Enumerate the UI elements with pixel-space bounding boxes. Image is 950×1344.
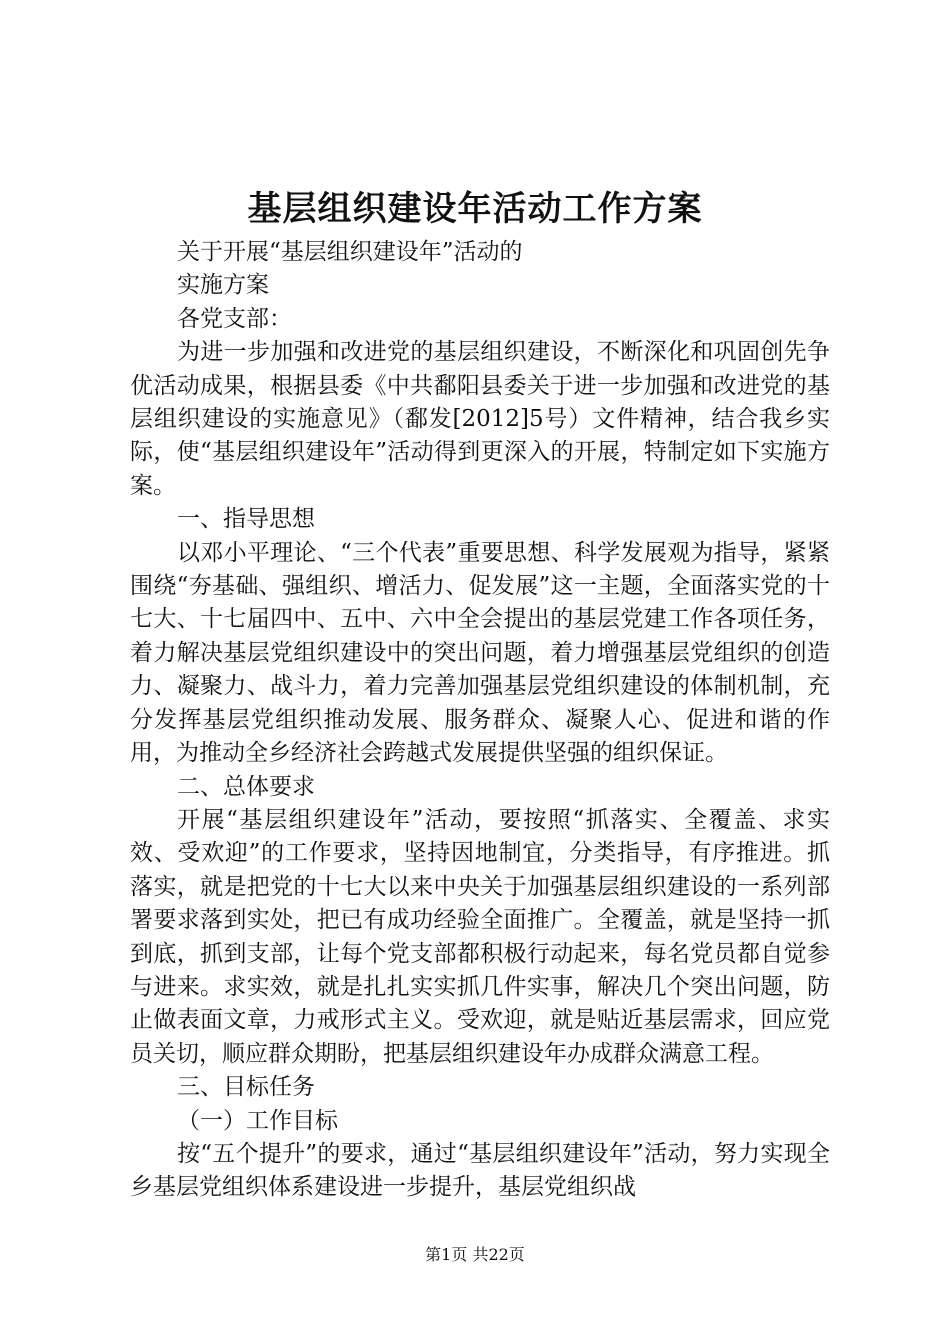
- salutation: 各党支部：: [177, 305, 292, 332]
- section-text-general-requirements: 开展“基层组织建设年”活动，要按照“抓落实、全覆盖、求实效、受欢迎”的工作要求，坚持因地制宜，分类指导，有序推进。抓落实，就是把党的十七大以来中央关于加强基层组织建设的一系列部署要求落到实处，把已有成功经验全面推广。全覆盖，就是坚持一抓到底，抓到支部，让每个党支部都积极行动起来，每名党员都自觉参与进来。求实效，就是扎扎实实抓几件实事，解决几个突出问题，防止做表面文章，力戒形式主义。受欢迎，就是贴近基层需求，回应党员关切，顺应群众期盼，把基层组织建设年办成群众满意工程。: [130, 806, 830, 1067]
- document-title: 基层组织建设年活动工作方案: [247, 189, 703, 229]
- section-heading-general-requirements: 二、总体要求: [177, 773, 315, 800]
- subtitle-line-1: 关于开展“基层组织建设年”活动的: [177, 239, 523, 265]
- section-heading-guiding-ideology: 一、指导思想: [177, 506, 315, 533]
- section-text-guiding-ideology: 以邓小平理论、“三个代表”重要思想、科学发展观为指导，紧紧围绕“夯基础、强组织、增活力、促发展”这一主题，全面落实党的十七大、十七届四中、五中、六中全会提出的基层党建工作各项任务，着力解决基层党组织建设中的突出问题，着力增强基层党组织的创造力、凝聚力、战斗力，着力完善加强基层党组织建设的体制机制，充分发挥基层党组织推动发展、服务群众、凝聚人心、促进和谐的作用，为推动全乡经济社会跨越式发展提供坚强的组织保证。: [130, 539, 830, 767]
- document-body: [130, 236, 830, 1205]
- section-heading-goals-tasks: 三、目标任务: [177, 1074, 315, 1101]
- page-number-footer: 第1页 共22页: [425, 1245, 525, 1264]
- section-text-work-goals: 按“五个提升”的要求，通过“基层组织建设年”活动，努力实现全乡基层党组织体系建设进一步提升，基层党组织战: [130, 1140, 830, 1201]
- subtitle-line-2: 实施方案: [177, 272, 269, 299]
- intro-paragraph: 为进一步加强和改进党的基层组织建设，不断深化和巩固创先争优活动成果，根据县委《中共鄱阳县委关于进一步加强和改进党的基层组织建设的实施意见》（鄱发[2012]5号）文件精神，结合我乡实际，使“基层组织建设年”活动得到更深入的开展，特制定如下实施方案。: [130, 339, 830, 499]
- subsection-heading-work-goals: （一）工作目标: [177, 1107, 338, 1134]
